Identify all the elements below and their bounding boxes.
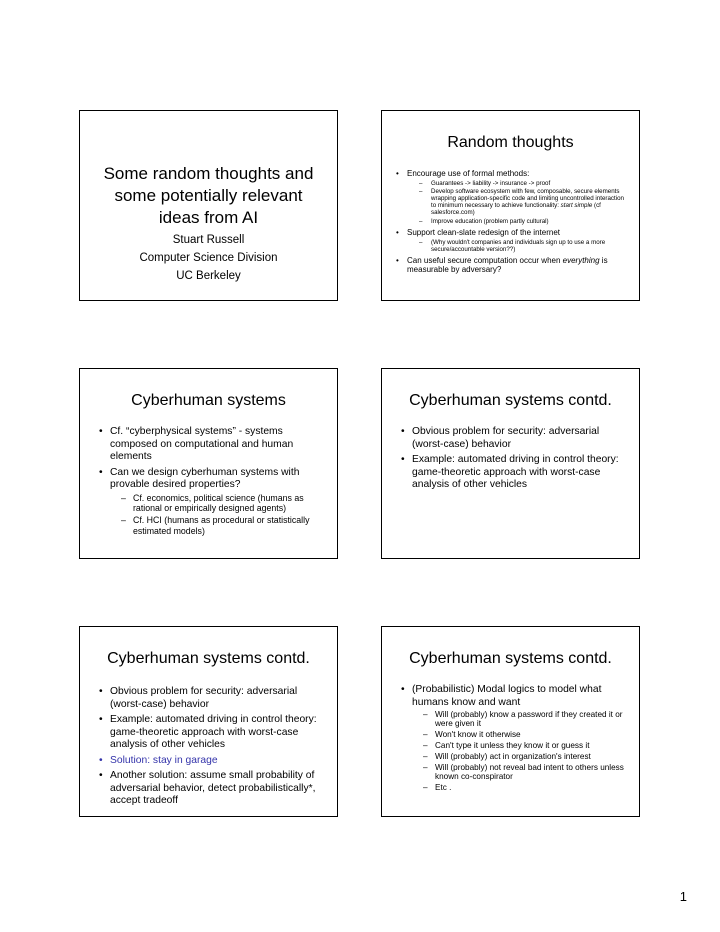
bullet: [394, 228, 629, 253]
sub-bullet: – Guarantees -> liability -> insurance -> proof: [419, 180, 629, 187]
slide-body: [399, 684, 627, 796]
bullet: • Example: automated driving in control theory: game-theoretic approach with worst-case analysis of other vehicles: [399, 454, 627, 492]
title-line-3: ideas from AI: [158, 208, 259, 227]
bullet-text: Encourage use of formal methods:: [407, 169, 530, 178]
slide-6-cyberhuman-contd: [381, 626, 640, 817]
sub-bullet: – Cf. HCI (humans as procedural or statistically estimated models): [121, 515, 325, 536]
title-line-1: Some random thoughts and: [103, 164, 314, 183]
slide-2-random-thoughts: [381, 110, 640, 301]
sub-bullet: – Etc .: [423, 783, 627, 792]
sub-bullet: – Will (probably) know a password if they created it or were given it: [423, 710, 627, 728]
sub-bullet: – Won't know it otherwise: [423, 730, 627, 739]
title-line-2: some potentially relevant: [114, 186, 303, 205]
bullet: • Example: automated driving in control theory: game-theoretic approach with worst-case analysis of other vehicles: [97, 714, 325, 752]
department: Computer Science Division: [139, 252, 278, 264]
slide-title: Cyberhuman systems contd.: [409, 650, 612, 667]
slide-body: [399, 426, 627, 495]
bullet: • Another solution: assume small probability of adversarial behavior, detect probabilistically*, accept tradeoff: [97, 770, 325, 808]
slide-title: Cyberhuman systems contd.: [409, 392, 612, 409]
sub-bullet: – Can't type it unless they know it or guess it: [423, 741, 627, 750]
bullet: • Obvious problem for security: adversarial (worst-case) behavior: [399, 426, 627, 451]
bullet: • Obvious problem for security: adversarial (worst-case) behavior: [97, 686, 325, 711]
slide-1-title: [79, 110, 338, 301]
title-block: [80, 163, 337, 284]
bullet-text: (Probabilistic) Modal logics to model what humans know and want: [412, 684, 602, 708]
slide-5-cyberhuman-contd: [79, 626, 338, 817]
sub-bullet: – Improve education (problem partly cultural): [419, 218, 629, 225]
slide-title: Cyberhuman systems: [131, 392, 286, 409]
slide-body: [394, 169, 629, 277]
author: Stuart Russell: [172, 234, 245, 246]
sub-bullet: – Develop software ecosystem with few, composable, secure elements wrapping application-specific code and limiting uncontrolled interaction to minimum necessary to achieve functionality: start simple (cf salesforce.com): [419, 188, 629, 216]
bullet-text: Can we design cyberhuman systems with provable desired properties?: [110, 466, 300, 490]
bullet-highlight: • Solution: stay in garage: [97, 755, 325, 768]
slide-title: Random thoughts: [447, 134, 574, 151]
bullet: [394, 169, 629, 225]
sub-bullet: – Cf. economics, political science (humans as rational or empirically designed agents): [121, 493, 325, 514]
bullet: • Can useful secure computation occur when everything is measurable by adversary?: [394, 256, 629, 274]
slide-3-cyberhuman-systems: [79, 368, 338, 559]
bullet: [399, 684, 627, 793]
sub-bullet: – Will (probably) act in organization's interest: [423, 752, 627, 761]
slide-body: [97, 686, 325, 811]
bullet: [97, 467, 325, 537]
institution: UC Berkeley: [176, 270, 241, 282]
slide-4-cyberhuman-contd: [381, 368, 640, 559]
slide-title: Cyberhuman systems contd.: [107, 650, 310, 667]
bullet: • Cf. “cyberphysical systems” - systems composed on computational and human elements: [97, 426, 325, 464]
sub-bullet: – Will (probably) not reveal bad intent to others unless known co-conspirator: [423, 763, 627, 781]
slide-body: [97, 426, 325, 539]
sub-bullet: – (Why wouldn't companies and individuals sign up to use a more secure/accountable version??): [419, 239, 629, 253]
page-number: 1: [679, 889, 687, 904]
bullet-text: Support clean-slate redesign of the internet: [407, 227, 560, 237]
